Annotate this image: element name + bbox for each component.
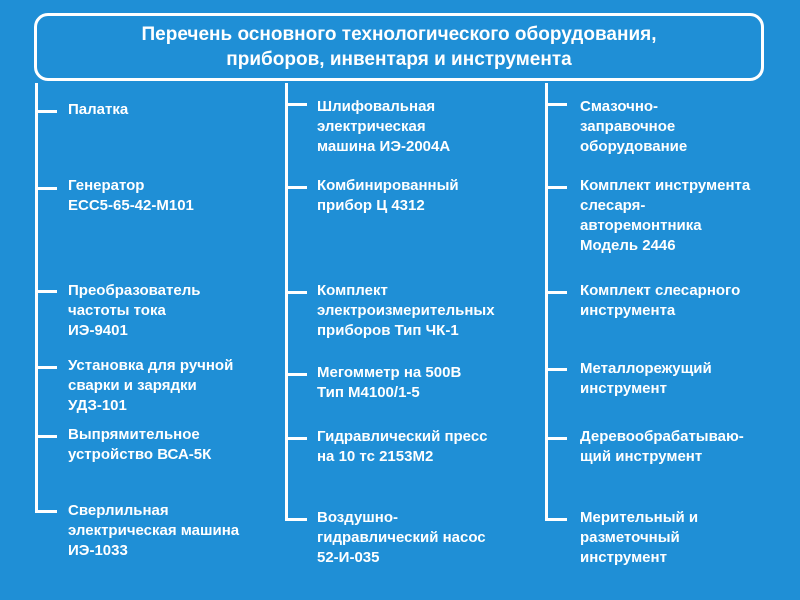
- connector-tick: [285, 186, 307, 189]
- equipment-item-line: Палатка: [68, 101, 129, 118]
- equipment-item-line: Мерительный и: [580, 509, 699, 526]
- equipment-item-line: машина ИЭ-2004А: [317, 138, 451, 155]
- equipment-item: [580, 427, 744, 467]
- title-box: [34, 13, 764, 81]
- equipment-item-line: ИЭ-9401: [68, 322, 128, 339]
- equipment-item-line: инструмента: [580, 302, 676, 319]
- connector-tick: [35, 435, 57, 438]
- equipment-item-line: Установка для ручной: [68, 357, 234, 374]
- equipment-item-line: Генератор: [68, 177, 145, 194]
- equipment-item-line: Комплект слесарного: [580, 282, 741, 299]
- connector-tick: [35, 110, 57, 113]
- equipment-item-line: слесаря-: [580, 197, 646, 214]
- equipment-item-line: щий инструмент: [580, 448, 703, 465]
- connector-tick: [285, 103, 307, 106]
- equipment-item-line: прибор Ц 4312: [317, 197, 425, 214]
- equipment-item-line: Воздушно-: [317, 509, 399, 526]
- connector-tick: [35, 366, 57, 369]
- equipment-item-line: устройство ВСА-5К: [68, 446, 212, 463]
- connector-tick: [285, 291, 307, 294]
- equipment-item: [317, 508, 486, 568]
- equipment-item: [68, 501, 239, 561]
- connector-spine-1: [35, 83, 38, 513]
- equipment-item: [580, 97, 687, 157]
- connector-tick: [35, 290, 57, 293]
- equipment-item: [68, 176, 194, 216]
- equipment-item-line: Выпрямительное: [68, 426, 200, 443]
- equipment-item-line: ЕСС5-65-42-М101: [68, 197, 194, 214]
- equipment-item: [580, 508, 698, 568]
- connector-tick: [35, 510, 57, 513]
- title-line-2: приборов, инвентаря и инструмента: [226, 49, 572, 70]
- equipment-item: [317, 176, 459, 216]
- equipment-item: [317, 363, 461, 403]
- equipment-item: [68, 425, 211, 465]
- connector-tick: [545, 103, 567, 106]
- equipment-item-line: частоты тока: [68, 302, 166, 319]
- equipment-item-line: инструмент: [580, 549, 667, 566]
- equipment-item-line: заправочное: [580, 118, 676, 135]
- equipment-item-line: гидравлический насос: [317, 529, 486, 546]
- connector-spine-3: [545, 83, 548, 521]
- connector-tick: [285, 373, 307, 376]
- equipment-item-line: Шлифовальная: [317, 98, 436, 115]
- equipment-item-line: Деревообрабатываю-: [580, 428, 744, 445]
- connector-tick: [545, 437, 567, 440]
- equipment-item-line: на 10 тс 2153М2: [317, 448, 434, 465]
- equipment-item-line: Комбинированный: [317, 177, 459, 194]
- equipment-item: [68, 281, 200, 341]
- equipment-item: [580, 359, 712, 399]
- equipment-item-line: Комплект: [317, 282, 388, 299]
- equipment-item-line: Комплект инструмента: [580, 177, 751, 194]
- equipment-item-line: УДЗ-101: [68, 397, 127, 414]
- equipment-item: [580, 281, 740, 321]
- connector-tick: [35, 187, 57, 190]
- equipment-item-line: 52-И-035: [317, 549, 380, 566]
- equipment-item-line: оборудование: [580, 138, 688, 155]
- equipment-item: [68, 356, 233, 416]
- equipment-item-line: электрическая: [317, 118, 426, 135]
- equipment-item-line: разметочный: [580, 529, 680, 546]
- equipment-item: [317, 281, 495, 341]
- equipment-item-line: инструмент: [580, 380, 667, 397]
- equipment-item-line: Металлорежущий: [580, 360, 712, 377]
- equipment-item: [317, 97, 450, 157]
- equipment-item-line: Гидравлический пресс: [317, 428, 488, 445]
- equipment-item-line: ИЭ-1033: [68, 542, 128, 559]
- connector-tick: [285, 518, 307, 521]
- connector-tick: [285, 437, 307, 440]
- equipment-item: [68, 100, 128, 120]
- connector-tick: [545, 368, 567, 371]
- equipment-item-line: приборов Тип ЧК-1: [317, 322, 459, 339]
- equipment-item-line: электроизмерительных: [317, 302, 495, 319]
- equipment-item-line: Смазочно-: [580, 98, 659, 115]
- equipment-item-line: Модель 2446: [580, 237, 676, 254]
- equipment-item: [317, 427, 488, 467]
- connector-tick: [545, 186, 567, 189]
- title-line-1: Перечень основного технологического оборудования,: [141, 24, 657, 45]
- equipment-item-line: Преобразователь: [68, 282, 201, 299]
- equipment-item-line: Сверлильная: [68, 502, 169, 519]
- equipment-item: [580, 176, 750, 256]
- connector-tick: [545, 291, 567, 294]
- equipment-item-line: электрическая машина: [68, 522, 240, 539]
- connector-tick: [545, 518, 567, 521]
- equipment-item-line: сварки и зарядки: [68, 377, 197, 394]
- equipment-item-line: Тип М4100/1-5: [317, 384, 420, 401]
- equipment-item-line: Мегомметр на 500В: [317, 364, 462, 381]
- connector-spine-2: [285, 83, 288, 521]
- equipment-item-line: авторемонтника: [580, 217, 702, 234]
